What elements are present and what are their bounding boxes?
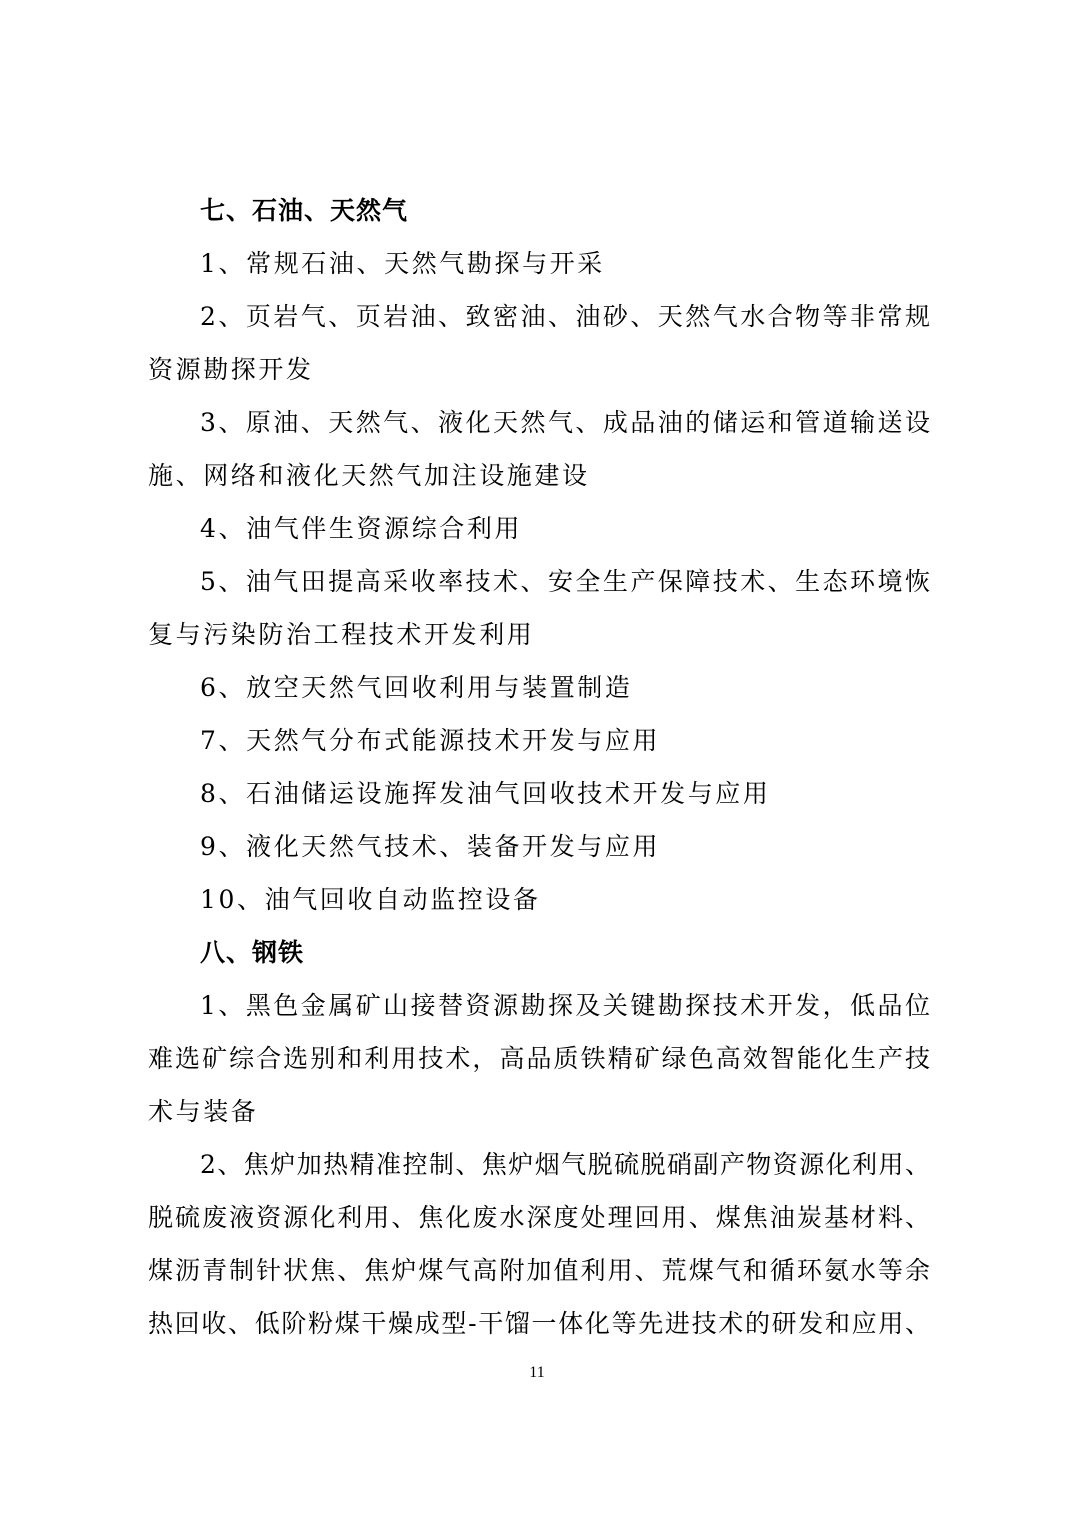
document-body: [148, 184, 930, 1350]
paragraph-line: 难选矿综合选别和利用技术，高品质铁精矿绿色高效智能化生产技: [148, 1044, 930, 1073]
paragraph-line: 3、原油、天然气、液化天然气、成品油的储运和管道输送设: [200, 408, 930, 437]
paragraph-line: 6、放空天然气回收利用与装置制造: [200, 673, 633, 702]
section-heading-steel: 八、钢铁: [200, 938, 305, 967]
paragraph-line: 8、石油储运设施挥发油气回收技术开发与应用: [200, 779, 771, 808]
paragraph-line: 脱硫废液资源化利用、焦化废水深度处理回用、煤焦油炭基材料、: [148, 1203, 930, 1232]
section-heading-petroleum: 七、石油、天然气: [200, 196, 409, 225]
paragraph-line: 2、焦炉加热精准控制、焦炉烟气脱硫脱硝副产物资源化利用、: [200, 1150, 930, 1179]
paragraph-line: 施、网络和液化天然气加注设施建设: [148, 461, 590, 490]
paragraph-line: 复与污染防治工程技术开发利用: [148, 620, 535, 649]
page-number: 11: [529, 1364, 545, 1381]
paragraph-line: 7、天然气分布式能源技术开发与应用: [200, 726, 661, 755]
paragraph-line: 4、油气伴生资源综合利用: [200, 514, 523, 543]
paragraph-line: 2、页岩气、页岩油、致密油、油砂、天然气水合物等非常规: [200, 302, 930, 331]
paragraph-line: 术与装备: [148, 1097, 259, 1126]
paragraph-line: 热回收、低阶粉煤干燥成型-干馏一体化等先进技术的研发和应用、: [148, 1309, 930, 1338]
paragraph-line: 1、黑色金属矿山接替资源勘探及关键勘探技术开发，低品位: [200, 991, 930, 1020]
paragraph-line: 资源勘探开发: [148, 355, 314, 384]
paragraph-line: 煤沥青制针状焦、焦炉煤气高附加值利用、荒煤气和循环氨水等余: [148, 1256, 930, 1285]
paragraph-line: 5、油气田提高采收率技术、安全生产保障技术、生态环境恢: [200, 567, 930, 596]
paragraph-line: 1、常规石油、天然气勘探与开采: [200, 249, 605, 278]
paragraph-line: 10、油气回收自动监控设备: [200, 885, 541, 914]
paragraph-line: 9、液化天然气技术、装备开发与应用: [200, 832, 661, 861]
